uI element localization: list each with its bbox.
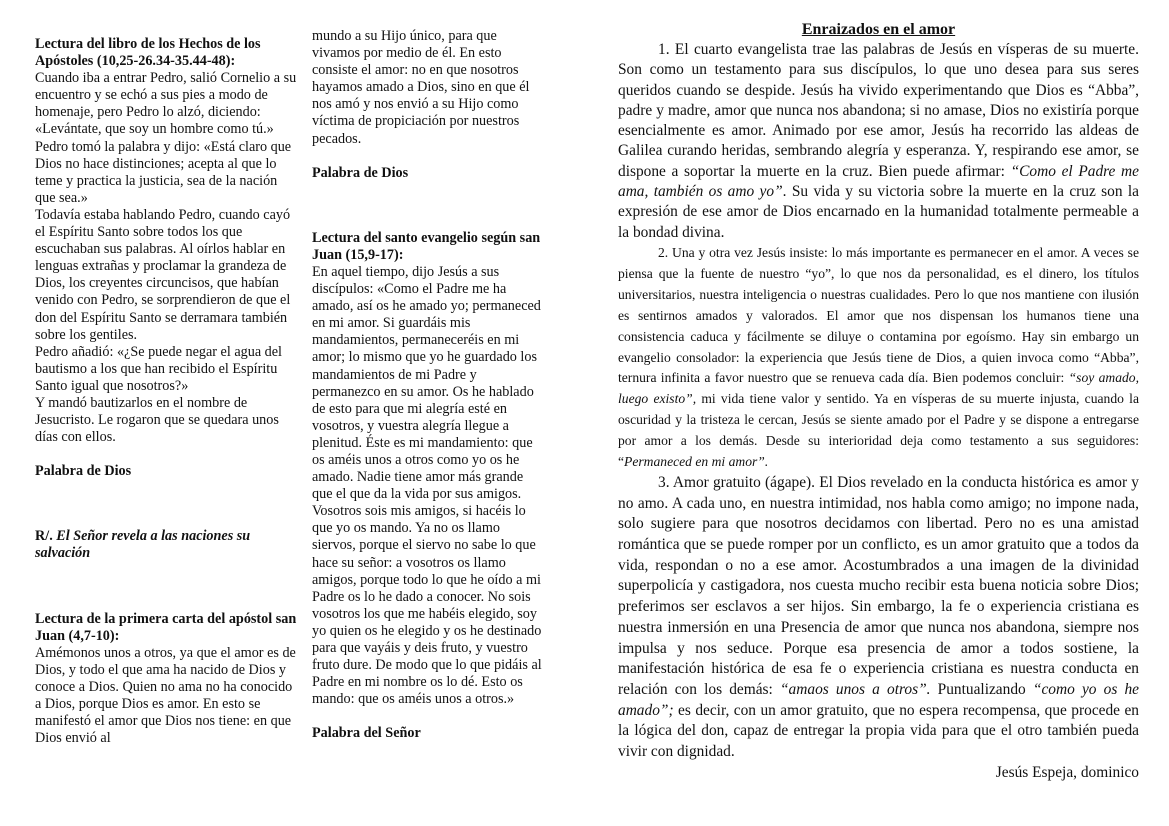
spacer — [312, 708, 546, 725]
first-reading-heading: Lectura del libro de los Hechos de los Apóstoles (10,25-26.34-35.44-48): — [35, 36, 261, 70]
readings-column-middle — [312, 28, 546, 742]
psalm-label: R/. — [35, 528, 53, 545]
author-signature: Jesús Espeja, dominico — [995, 763, 1139, 781]
text-run: . Su vida y su victoria sobre la muerte en la cruz son la expresión de ese amor de Dios encarnado en la humanidad totalmente permeable a la bondad divina. — [618, 183, 1139, 241]
first-reading-paragraph: Todavía estaba hablando Pedro, cuando cayó el Espíritu Santo sobre todos los que escuchaban sus palabras. Al oírlos hablar en lenguas extrañas y proclamar la grandeza de Dios, los creyentes circuncisos, que habían venido con Pedro, se sorprendieron de que el don del Espíritu Santo se derramara también sobre los gentiles. — [35, 206, 291, 343]
article-paragraph-3 — [618, 473, 1139, 763]
first-reading-paragraph: Pedro tomó la palabra y dijo: «Está claro que Dios no hace distinciones; acepta al que lo teme y practica la justicia, sea de la nación que sea.» — [35, 138, 292, 206]
text-run: 2. Una y otra vez Jesús insiste: lo más importante es permanecer en el amor. A veces se piensa que la fuente de nuestro “yo”, lo que nos da personalidad, es el dinero, los títulos universitarios, nuestra inteligencia o nuestras cualidades. Pero lo que nos mantiene con ilusión es sentirnos amados y valorados. El amor que nos dispensan los humanos tiene una consistencia caduca y fácilmente se diluye o contamina por egoísmo. Hay sin embargo un evangelio consolador: la experiencia que Jesús tiene de Dios, a quien invoca como “Abba”, ternura infinita a favor nuestro que se renueva cada día. Bien podemos concluir: — [618, 244, 1139, 386]
word-of-god-label: Palabra de Dios — [35, 463, 132, 480]
second-reading-text: Amémonos unos a otros, ya que el amor es de Dios, y todo el que ama ha nacido de Dios y conoce a Dios. Quien no ama no ha conocido a Dios, porque Dios es amor. En esto se manifestó el amor que Dios nos tiene: en que Dios envió al — [35, 644, 296, 747]
word-of-god-label: Palabra de Dios — [312, 164, 409, 181]
word-of-the-lord-label: Palabra del Señor — [312, 725, 421, 742]
readings-column-left — [35, 36, 297, 747]
quote: “como yo os he amado”; — [618, 680, 1140, 719]
quote: “Como el Padre me ama, también os amo yo” — [618, 162, 1139, 201]
spacer — [35, 563, 297, 611]
spacer — [312, 148, 546, 165]
spacer — [35, 480, 297, 528]
first-reading-paragraph: Y mandó bautizarlos en el nombre de Jesucristo. Le rogaron que se quedara unos días con ellos. — [35, 394, 279, 446]
text-run: Puntualizando — [930, 680, 1033, 698]
text-run: es decir, con un amor gratuito, que no espera recompensa, que procede en la lógica del don, capaz de entregar la propia vida para que el otro también pueda vivir con dignidad. — [618, 701, 1139, 761]
first-reading-paragraph: Pedro añadió: «¿Se puede negar el agua del bautismo a los que han recibido el Espíritu Santo igual que nosotros?» — [35, 343, 282, 394]
psalm-text: El Señor revela a las naciones su salvación — [35, 528, 251, 562]
quote: “soy amado, luego existo”, — [618, 370, 1139, 407]
second-reading-heading: Lectura de la primera carta del apóstol san Juan (4,7-10): — [35, 610, 297, 644]
quote: “amaos unos a otros”. — [780, 680, 931, 698]
reflection-article — [618, 20, 1139, 783]
gospel-heading: Lectura del santo evangelio según san Juan (15,9-17): — [312, 229, 541, 263]
article-paragraph-2 — [618, 243, 1139, 473]
spacer — [35, 446, 297, 463]
text-run: 3. Amor gratuito (ágape). El Dios revelado en la conducta histórica es amor y no amo. A cada uno, en nuestra intimidad, nos habla como amigo; no impone nada, solo sugiere para que nosotros decidamos con libertad. Pero no es una amistad romántica que se puede romper por un conflicto, es un amor gratuito que a todos da vida, respondan o no a ese amor. Acostumbrados a una imagen de la divinidad superpolicía y castigadora, nos cuesta mucho recibir esta buena noticia sobre Dios; preferimos ser esclavos a ser hijos. Sin embargo, la fe o experiencia cristiana es nuestra inmersión en una Presencia de amor que nunca nos abandona, siempre nos impulsa y nos seduce. Porque esa presencia de amor a todos sostiene, la manifestación histórica de esa fe o experiencia cristiana es nuestra conducta en relación con los demás: — [618, 473, 1139, 698]
psalm-response — [35, 528, 297, 562]
spacer — [312, 182, 546, 230]
second-reading-continuation: mundo a su Hijo único, para que vivamos por medio de él. En esto consiste el amor: no en que nosotros hayamos amado a Dios, sino en que él nos amó y nos envió a su Hijo como víctima de propiciación por nuestros pecados. — [312, 28, 530, 147]
text-run: 1. El cuarto evangelista trae las palabras de Jesús en vísperas de su muerte. Son como un testamento para sus discípulos, lo que uno desea para sus seres queridos cuando se despide. Jesús ha vivido experimentando que Dios es “Abba”, padre y madre, amor que nunca nos abandona; si no amase, Dios no existiría porque esencialmente es amor. Animado por ese amor, Jesús ha recorrido las aldeas de Galilea curando heridas, sembrando alegría y esperanza. Y, respirando ese amor, se dispone a soportar la muerte en la cruz. Bien puede afirmar: — [618, 41, 1139, 180]
text-run: mi vida tiene valor y sentido. Ya en vísperas de su muerte injusta, cuando la oscuridad y la tristeza le cercan, Jesús se siente amado por el Padre y se dispone a entregarse por amor a los demás. Desde su interioridad deja como testamento a sus seguidores: “ — [618, 391, 1139, 470]
article-paragraph-1 — [618, 40, 1139, 243]
gospel-text: En aquel tiempo, dijo Jesús a sus discípulos: «Como el Padre me ha amado, así os he amado yo; permaneced en mi amor. Si guardáis mis mandamientos, permaneceréis en mi amor; lo mismo que yo he guardado los mandamientos de mi Padre y permanezco en su amor. Os he hablado de esto para que mi alegría esté en vosotros, y vuestra alegría llegue a plenitud. Éste es mi mandamiento: que os améis unos a otros como yo os he amado. Nadie tiene amor más grande que el que da la vida por sus amigos. Vosotros sois mis amigos, si hacéis lo que yo os mando. Ya no os llamo siervos, porque el siervo no sabe lo que hace su señor: a vosotros os llamo amigos, porque todo lo que he oído a mi Padre os lo he dado a conocer. No sois vosotros los que me habéis elegido, soy yo quien os he elegido y os he destinado para que vayáis y deis fruto, y vuestro fruto dure. De modo que lo que pidáis al Padre en mi nombre os lo dé. Esto os mando: que os améis unos a otros.» — [312, 263, 542, 708]
article-title: Enraizados en el amor — [801, 21, 956, 38]
quote: Permaneced en mi amor”. — [624, 454, 769, 470]
first-reading-paragraph: Cuando iba a entrar Pedro, salió Cornelio a su encuentro y se echó a sus pies a modo de homenaje, pero Pedro lo alzó, diciendo: «Levántate, que soy un hombre como tú.» — [35, 70, 297, 138]
